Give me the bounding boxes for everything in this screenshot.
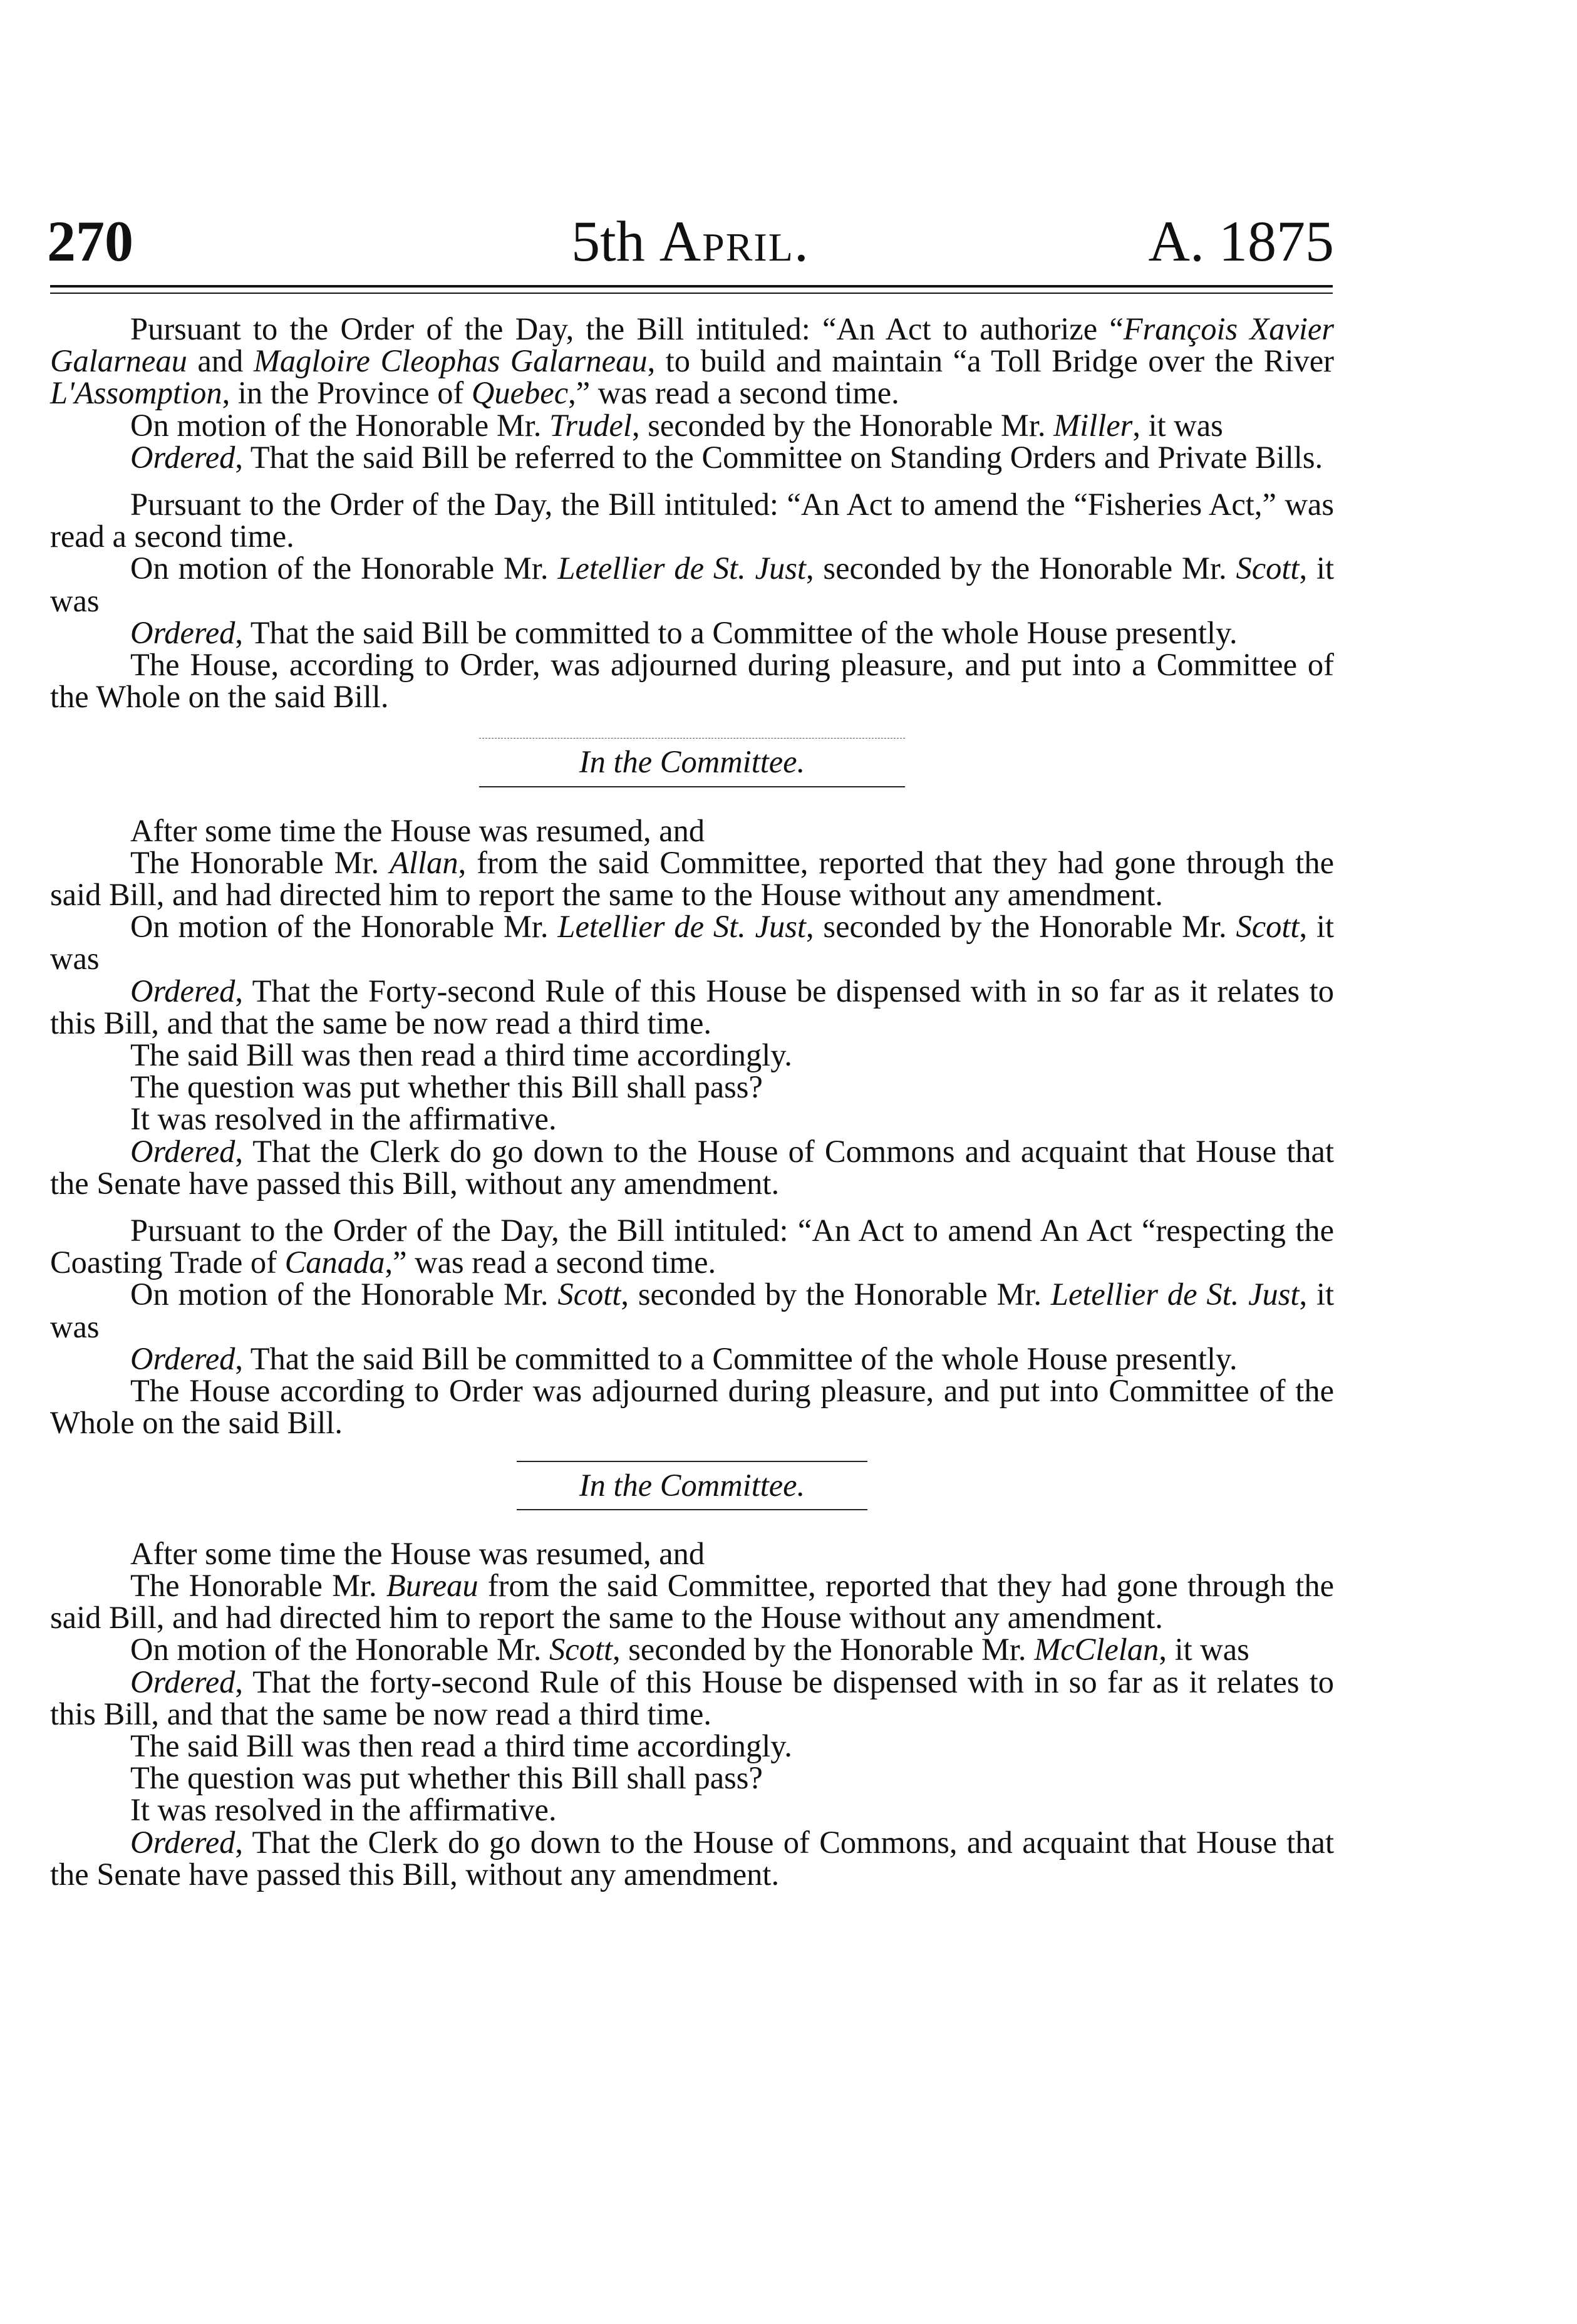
- paragraph: Ordered, That the said Bill be referred to the Committee on Standing Orders and Private Bills.: [130, 439, 1323, 475]
- paragraph: On motion of the Honorable Mr. Scott, seconded by the Honorable Mr. Letellier de St. Just, it was: [50, 1277, 1335, 1344]
- paragraph: On motion of the Honorable Mr. Letellier de St. Just, seconded by the Honorable Mr. Scott, it was: [50, 909, 1335, 977]
- paragraph: Ordered, That the Clerk do go down to the House of Commons and acquaint that House that the Senate have passed this Bill, without any amendment.: [50, 1133, 1334, 1201]
- divider-line: [517, 1509, 867, 1510]
- paragraph: The Honorable Mr. Bureau from the said Committee, reported that they had gone through the said Bill, and had directed him to report the same to the House without any amendment.: [50, 1567, 1335, 1636]
- page-header: [47, 200, 1334, 282]
- paragraph: Pursuant to the Order of the Day, the Bill intituled: “An Act to amend An Act “respecting the Coasting Trade of Canada,” was read a second time.: [50, 1213, 1334, 1280]
- committee-divider: [50, 738, 1334, 787]
- divider-line: [479, 786, 905, 787]
- paragraph: The House according to Order was adjourned during pleasure, and put into Committee of the Whole on the said Bill.: [50, 1373, 1334, 1441]
- committee-divider: [50, 1461, 1334, 1510]
- paragraph: After some time the House was resumed, and: [130, 1535, 705, 1571]
- page-date: [47, 200, 1334, 282]
- page-number: 270: [47, 209, 133, 273]
- paragraph: Ordered, That the Forty-second Rule of this House be dispensed with in so far as it relates to this Bill, and that the same be now read a third time.: [50, 973, 1334, 1040]
- paragraph: Ordered, That the Clerk do go down to the House of Commons, and acquaint that House that the Senate have passed this Bill, without any amendment.: [50, 1824, 1334, 1892]
- paragraph: Ordered, That the forty-second Rule of this House be dispensed with in so far as it relates to this Bill, and that the same be now read a third time.: [50, 1664, 1334, 1731]
- paragraph: On motion of the Honorable Mr. Scott, seconded by the Honorable Mr. McClelan, it was: [130, 1632, 1249, 1668]
- paragraph: On motion of the Honorable Mr. Letellier de St. Just, seconded by the Honorable Mr. Scott, it was: [50, 551, 1335, 618]
- paragraph: Pursuant to the Order of the Day, the Bill intituled: “An Act to authorize “François Xavier Galarneau and Magloire Cleophas Galarneau, to build and maintain “a Toll Bridge over the River L'Assomption, in the Province of Quebec,” was read a second time.: [50, 311, 1335, 411]
- paragraph: The question was put whether this Bill shall pass?: [130, 1069, 763, 1105]
- date-day: 5th: [571, 209, 645, 273]
- paragraph: It was resolved in the affirmative.: [130, 1101, 557, 1137]
- paragraph: The said Bill was then read a third time accordingly.: [130, 1037, 792, 1073]
- divider-line: [479, 738, 905, 739]
- committee-heading: In the Committee.: [579, 744, 805, 780]
- paragraph: Ordered, That the said Bill be committed to a Committee of the whole House presently.: [130, 1341, 1238, 1376]
- committee-heading: In the Committee.: [579, 1467, 805, 1503]
- paragraph: It was resolved in the affirmative.: [130, 1792, 557, 1828]
- paragraph: The question was put whether this Bill shall pass?: [130, 1760, 763, 1796]
- journal-body: [50, 313, 1334, 1891]
- paragraph: The House, according to Order, was adjourned during pleasure, and put into a Committee of the Whole on the said Bill.: [50, 647, 1334, 715]
- divider-line: [517, 1461, 867, 1462]
- paragraph: The Honorable Mr. Allan, from the said Committee, reported that they had gone through the said Bill, and had directed him to report the same to the House without any amendment.: [50, 844, 1334, 913]
- paragraph: On motion of the Honorable Mr. Trudel, seconded by the Honorable Mr. Miller, it was: [130, 407, 1223, 443]
- paragraph: The said Bill was then read a third time accordingly.: [130, 1728, 792, 1763]
- date-month: April.: [659, 209, 810, 273]
- page-year: A. 1875: [1148, 209, 1334, 273]
- paragraph: After some time the House was resumed, and: [130, 812, 705, 848]
- paragraph: Pursuant to the Order of the Day, the Bill intituled: “An Act to amend the “Fisheries Act,” was read a second time.: [50, 487, 1334, 554]
- header-rule: [50, 285, 1333, 294]
- paragraph: Ordered, That the said Bill be committed to a Committee of the whole House presently.: [130, 615, 1238, 650]
